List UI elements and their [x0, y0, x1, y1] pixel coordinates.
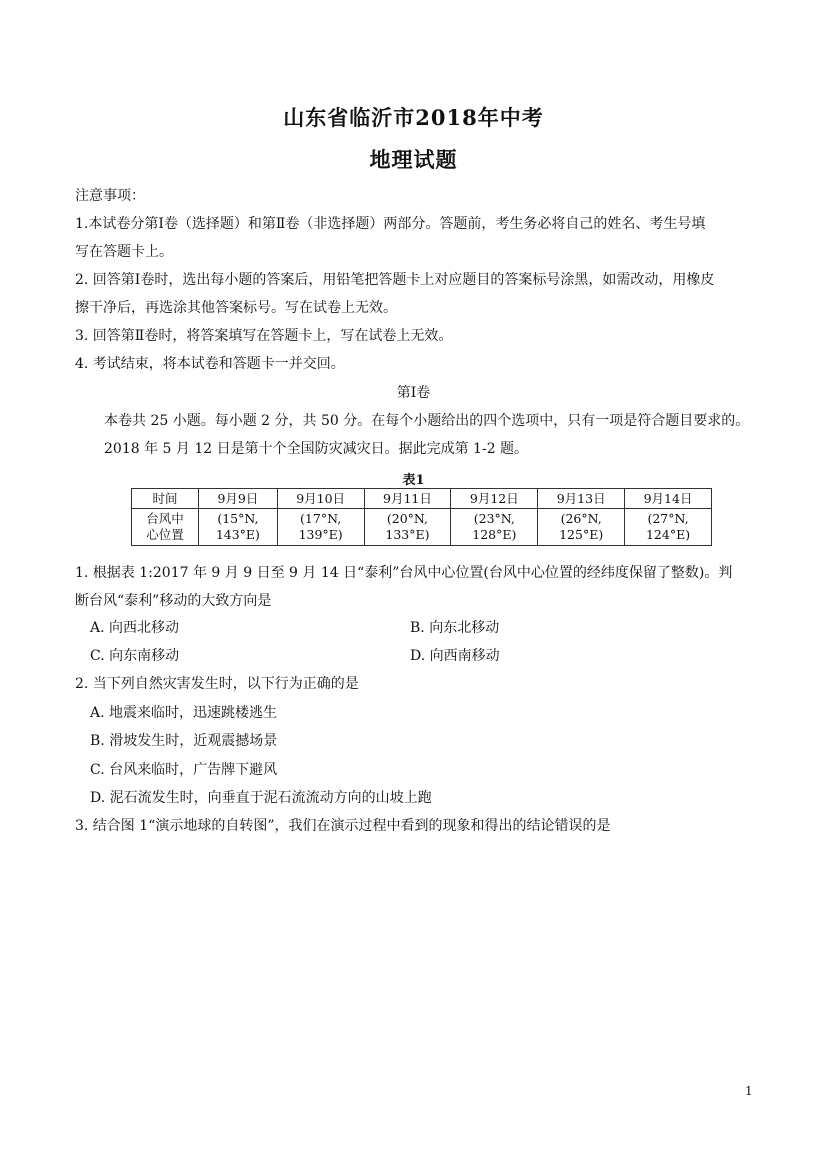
- notice-item: 1.本试卷分第Ⅰ卷（选择题）和第Ⅱ卷（非选择题）两部分。答题前，考生务必将自己的姓名、考生号填: [75, 216, 706, 232]
- section-title: 第Ⅰ卷: [396, 385, 431, 401]
- page-number: 1: [745, 1084, 753, 1098]
- position-cell: [199, 509, 278, 546]
- notice-item: 4. 考试结束，将本试卷和答题卡一并交回。: [75, 356, 345, 372]
- longitude: 139°E): [298, 527, 343, 542]
- table-header-cell: 9月9日: [199, 489, 278, 509]
- question-2-option-d: D. 泥石流发生时，向垂直于泥石流流动方向的山坡上跑: [90, 790, 432, 806]
- notice-item: 擦干净后，再选涂其他答案标号。写在试卷上无效。: [75, 300, 397, 316]
- question-2-option-c: C. 台风来临时，广告牌下避风: [90, 762, 278, 778]
- table-header-cell: 9月14日: [625, 489, 712, 509]
- row-label-cell: [132, 509, 199, 546]
- longitude: 125°E): [559, 527, 604, 542]
- question-1-option-b: B. 向东北移动: [410, 620, 500, 636]
- table-header-cell: 9月13日: [538, 489, 625, 509]
- latitude: (15°N,: [217, 511, 259, 526]
- latitude: (27°N,: [647, 511, 689, 526]
- typhoon-position-table: [131, 488, 712, 546]
- table-header-cell: 9月11日: [364, 489, 451, 509]
- longitude: 128°E): [472, 527, 517, 542]
- table-caption: 表1: [402, 473, 425, 488]
- table-header-cell: 9月12日: [451, 489, 538, 509]
- table-header-cell: 时间: [132, 489, 199, 509]
- notice-item: 2. 回答第Ⅰ卷时，选出每小题的答案后，用铅笔把答题卡上对应题目的答案标号涂黑，如需改动，用橡皮: [75, 272, 715, 288]
- position-cell: [538, 509, 625, 546]
- longitude: 133°E): [385, 527, 430, 542]
- row-label-line: 心位置: [146, 527, 184, 542]
- section-context: 2018 年 5 月 12 日是第十个全国防灾减灾日。据此完成第 1-2 题。: [104, 441, 529, 457]
- position-cell: [277, 509, 364, 546]
- question-1-stem-cont: 断台风“泰利”移动的大致方向是: [75, 593, 272, 609]
- notice-heading: 注意事项：: [75, 188, 145, 204]
- table-header-row: [132, 489, 712, 509]
- longitude: 124°E): [645, 527, 691, 542]
- latitude: (17°N,: [300, 511, 342, 526]
- table-row: [132, 509, 712, 546]
- latitude: (26°N,: [560, 511, 602, 526]
- notice-item: 3. 回答第Ⅱ卷时，将答案填写在答题卡上，写在试卷上无效。: [75, 328, 453, 344]
- question-1-option-d: D. 向西南移动: [410, 648, 500, 664]
- question-1-option-c: C. 向东南移动: [90, 648, 180, 664]
- question-1-stem: 1. 根据表 1:2017 年 9 月 9 日至 9 月 14 日“泰利”台风中心位置(台风中心位置的经纬度保留了整数)。判: [75, 565, 733, 581]
- position-cell: [625, 509, 712, 546]
- notice-item: 写在答题卡上。: [75, 244, 173, 260]
- question-1-option-a: A. 向西北移动: [90, 620, 180, 636]
- longitude: 143°E): [215, 527, 260, 542]
- page-subtitle: 地理试题: [369, 147, 458, 172]
- position-cell: [364, 509, 451, 546]
- question-3-stem: 3. 结合图 1“演示地球的自转图”，我们在演示过程中看到的现象和得出的结论错误的是: [75, 818, 611, 834]
- question-2-option-a: A. 地震来临时，迅速跳楼逃生: [90, 705, 278, 721]
- question-2-option-b: B. 滑坡发生时，近观震撼场景: [90, 733, 278, 749]
- table-header-cell: 9月10日: [277, 489, 364, 509]
- position-cell: [451, 509, 538, 546]
- section-intro: 本卷共 25 小题。每小题 2 分，共 50 分。在每个小题给出的四个选项中，只有一项是符合题目要求的。: [104, 413, 750, 429]
- page-title: 山东省临沂市2018年中考: [283, 105, 544, 130]
- latitude: (20°N,: [386, 511, 429, 526]
- latitude: (23°N,: [473, 511, 515, 526]
- row-label-line: 台风中: [146, 511, 184, 526]
- question-2-stem: 2. 当下列自然灾害发生时，以下行为正确的是: [75, 676, 359, 692]
